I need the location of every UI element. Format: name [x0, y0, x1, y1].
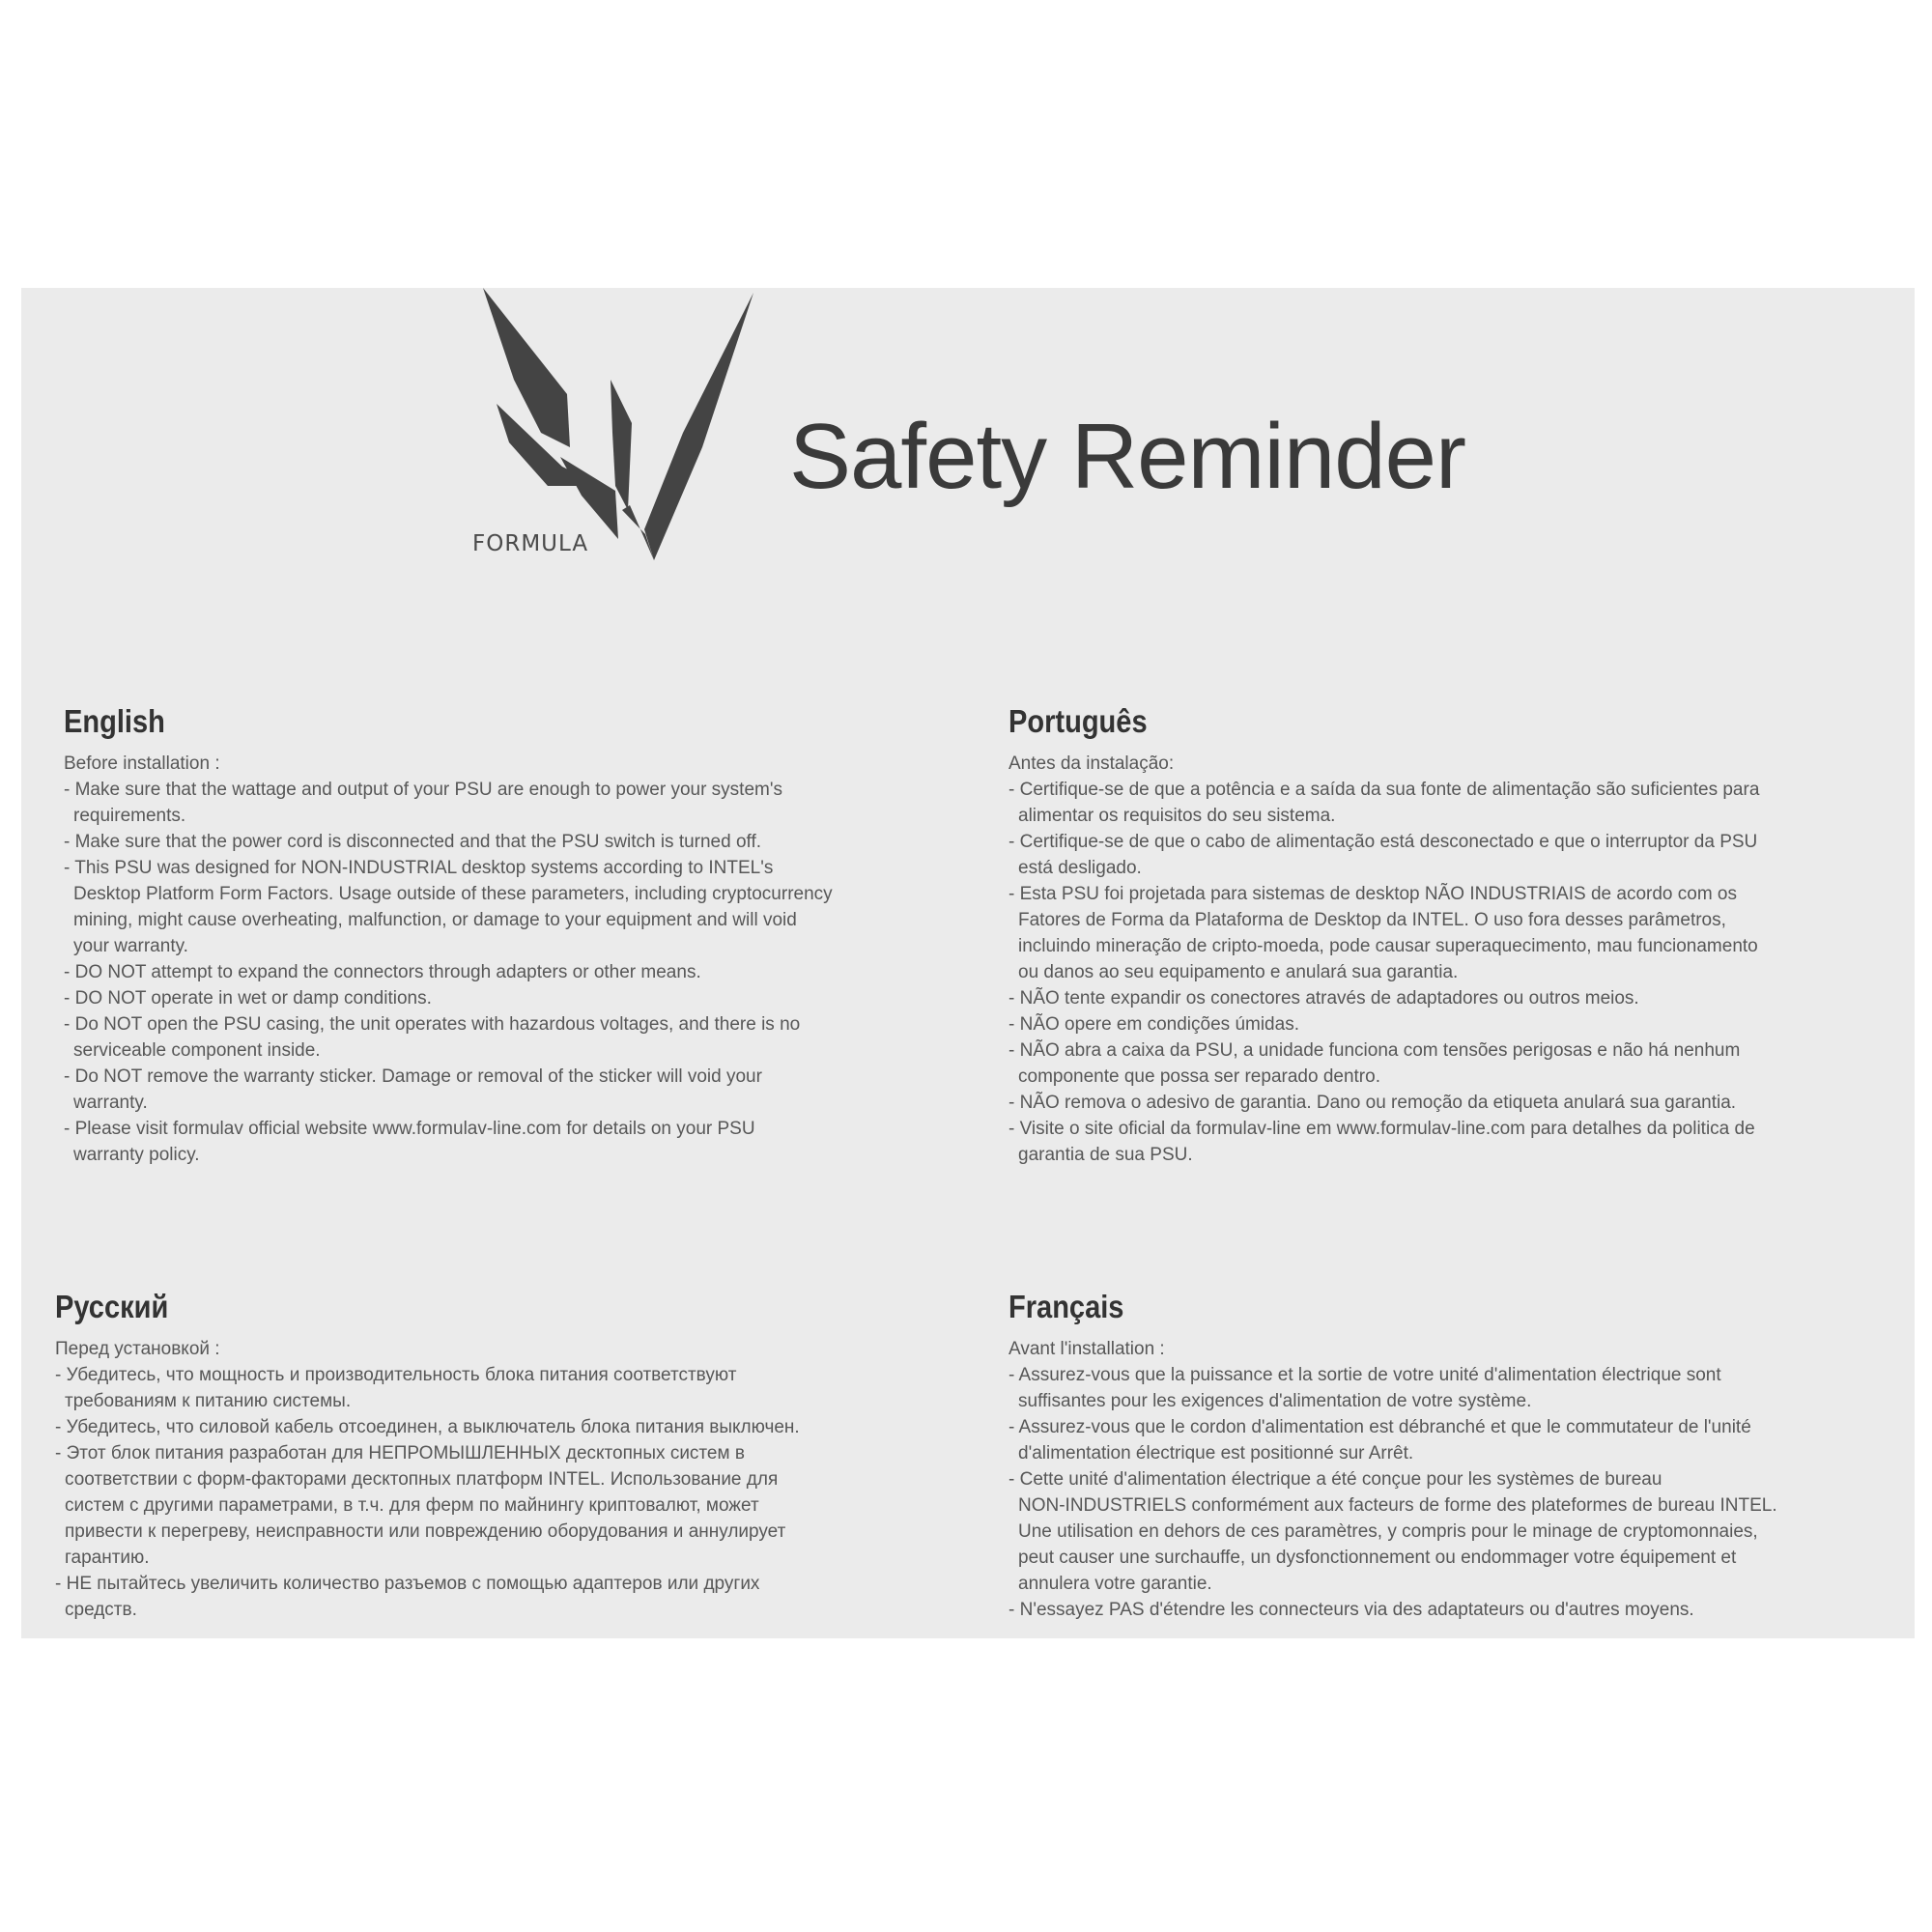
page-title: Safety Reminder — [789, 405, 1465, 508]
list-item: - DO NOT attempt to expand the connectors through adapters or other means. — [64, 962, 701, 982]
list-item: - Please visit formulav official website www.formulav-line.com for details on your PSU warranty policy. — [64, 1119, 755, 1165]
section-intro: Antes da instalação: — [1009, 753, 1175, 774]
list-item: - NÃO tente expandir os conectores através de adaptadores ou outros meios. — [1009, 988, 1639, 1009]
instruction-list — [1009, 777, 1907, 1168]
list-item: - NÃO remova o adesivo de garantia. Dano ou remoção da etiqueta anulará sua garantia. — [1009, 1093, 1737, 1113]
logo-brand-text: FORMULA — [472, 531, 589, 556]
section-portuguese — [1009, 703, 1907, 1168]
list-item: - Assurez-vous que le cordon d'alimentation est débranché et que le commutateur de l'unité d'alimentation électrique est positionné sur Arrêt. — [1009, 1417, 1751, 1463]
list-item: - Visite o site oficial da formulav-line em www.formulav-line.com para detalhes da politica de garantia de sua PSU. — [1009, 1119, 1755, 1165]
list-item: - This PSU was designed for NON-INDUSTRIAL desktop systems according to INTEL's Desktop Platform Form Factors. Usage outside of these parameters, including cryptocurrency mining, might cause overheating, malfunction, or damage to your equipment and will void your warranty. — [64, 858, 833, 956]
list-item: - Esta PSU foi projetada para sistemas de desktop NÃO INDUSTRIAIS de acordo com os Fatores de Forma da Plataforma de Desktop da INTEL. O uso fora desses parâmetros, incluindo mineração de cripto-moeda, pode causar superaquecimento, mau funcionamento ou danos ao seu equipamento e anulará sua garantia. — [1009, 884, 1758, 982]
section-intro: Перед установкой : — [55, 1339, 220, 1359]
section-heading: Русский — [55, 1289, 169, 1324]
list-item: - DO NOT operate in wet or damp conditions. — [64, 988, 432, 1009]
section-intro: Avant l'installation : — [1009, 1339, 1165, 1359]
instruction-list — [55, 1362, 953, 1623]
section-heading: Português — [1009, 703, 1148, 739]
list-item: - NÃO abra a caixa da PSU, a unidade funciona com tensões perigosas e não há nenhum componente que possa ser reparado dentro. — [1009, 1040, 1741, 1087]
section-intro: Before installation : — [64, 753, 220, 774]
section-russian — [55, 1289, 953, 1623]
list-item: - Certifique-se de que o cabo de alimentação está desconectado e que o interruptor da PSU está desligado. — [1009, 832, 1758, 878]
list-item: - Make sure that the wattage and output of your PSU are enough to power your system's requirements. — [64, 780, 782, 826]
list-item: - Do NOT remove the warranty sticker. Damage or removal of the sticker will void your warranty. — [64, 1066, 762, 1113]
list-item: - Certifique-se de que a potência e a saída da sua fonte de alimentação são suficientes para alimentar os requisitos do seu sistema. — [1009, 780, 1760, 826]
instruction-list — [1009, 1362, 1907, 1623]
list-item: - Убедитесь, что мощность и производительность блока питания соответствуют требованиям к питанию системы. — [55, 1365, 737, 1411]
safety-reminder-sheet — [21, 288, 1915, 1638]
list-item: - Make sure that the power cord is disconnected and that the PSU switch is turned off. — [64, 832, 762, 852]
section-english — [64, 703, 962, 1168]
section-heading: Français — [1009, 1289, 1124, 1324]
list-item: - Убедитесь, что силовой кабель отсоединен, а выключатель блока питания выключен. — [55, 1417, 800, 1437]
formula-logo — [456, 288, 765, 563]
list-item: - Cette unité d'alimentation électrique a été conçue pour les systèmes de bureau NON-INDUSTRIELS conformément aux facteurs de forme des plateformes de bureau INTEL. Une utilisation en dehors de ces paramètres, y compris pour le minage de cryptomonnaies, peut causer une surchauffe, un dysfonctionnement ou endommager votre équipement et annulera votre garantie. — [1009, 1469, 1777, 1594]
list-item: - Do NOT open the PSU casing, the unit operates with hazardous voltages, and there is no serviceable component inside. — [64, 1014, 801, 1061]
list-item: - НЕ пытайтесь увеличить количество разъемов с помощью адаптеров или других средств. — [55, 1574, 760, 1620]
section-french — [1009, 1289, 1907, 1623]
instruction-list — [64, 777, 962, 1168]
section-heading: English — [64, 703, 165, 739]
list-item: - N'essayez PAS d'étendre les connecteurs via des adaptateurs ou d'autres moyens. — [1009, 1600, 1694, 1620]
list-item: - Этот блок питания разработан для НЕПРОМЫШЛЕННЫХ десктопных систем в соответствии с форм-факторами десктопных платформ INTEL. Использование для систем с другими параметрами, в т.ч. для ферм по майнингу криптовалют, может привести к перегреву, неисправности или повреждению оборудования и аннулирует гарантию. — [55, 1443, 786, 1568]
formula-v-logo-icon — [456, 288, 765, 563]
list-item: - NÃO opere em condições úmidas. — [1009, 1014, 1299, 1035]
list-item: - Assurez-vous que la puissance et la sortie de votre unité d'alimentation électrique sont suffisantes pour les exigences d'alimentation de votre système. — [1009, 1365, 1721, 1411]
